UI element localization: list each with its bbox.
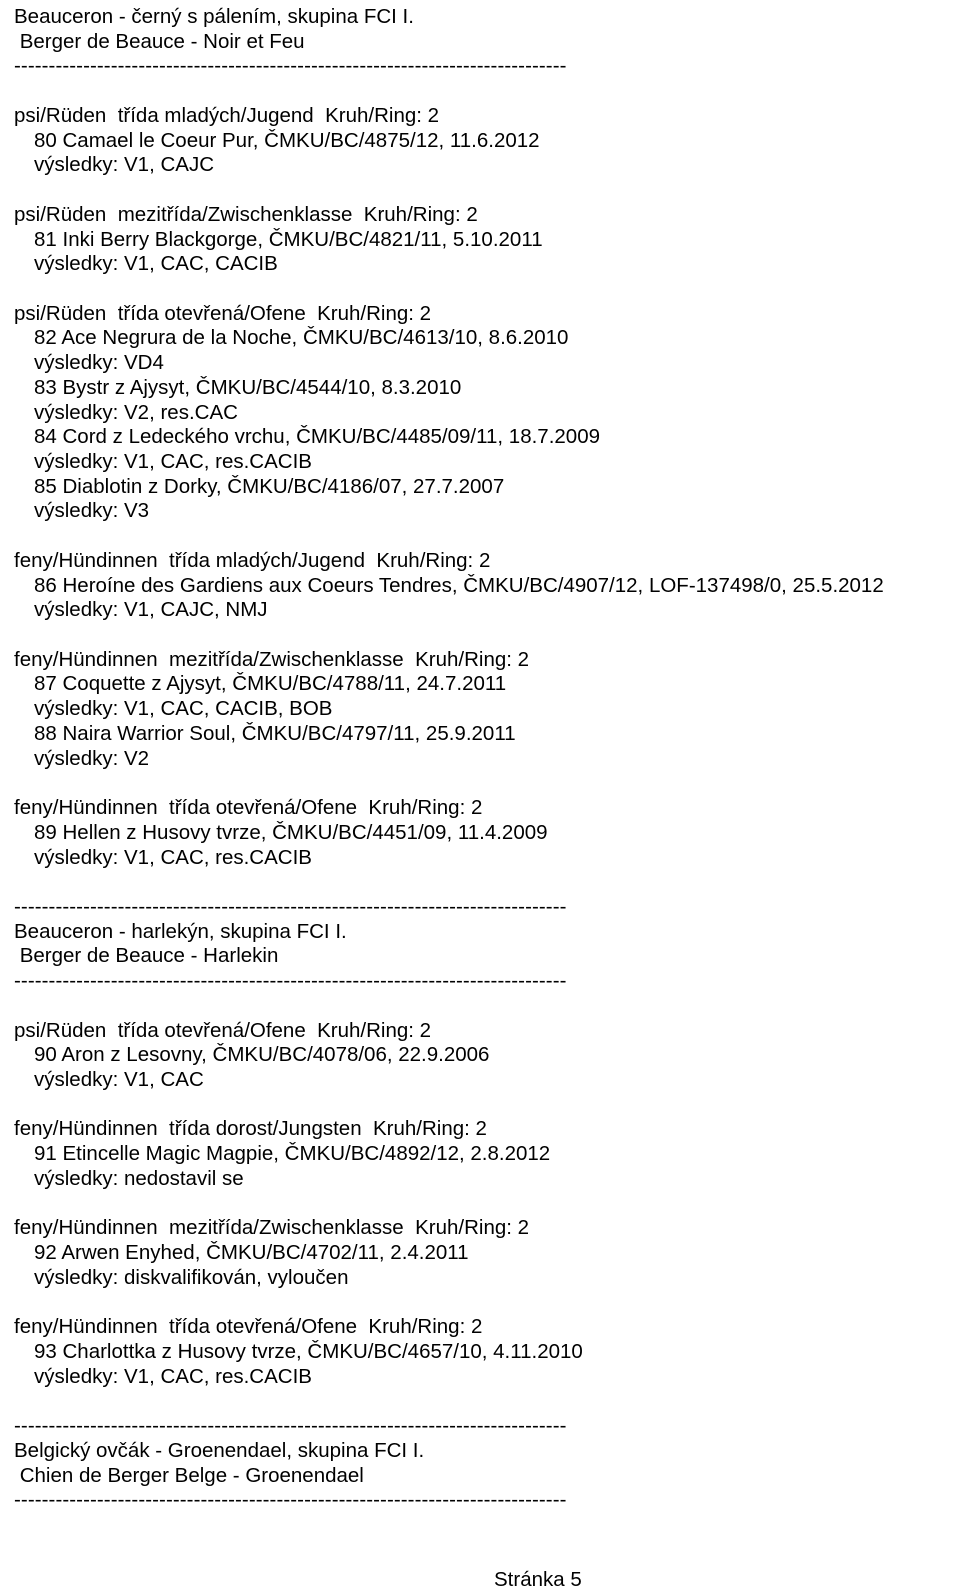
separator-line: -------------------------------------------------------------------------------- [14, 969, 567, 993]
dog-entry: 88 Naira Warrior Soul, ČMKU/BC/4797/11, 25.9.2011 [34, 721, 516, 745]
result-line: výsledky: V1, CAC, CACIB [34, 252, 278, 276]
class-header: psi/Rüden mezitřída/Zwischenklasse Kruh/Ring: 2 [14, 202, 478, 226]
result-line: výsledky: V2, res.CAC [34, 400, 238, 424]
dog-entry: 90 Aron z Lesovny, ČMKU/BC/4078/06, 22.9.2006 [34, 1043, 490, 1067]
result-line: výsledky: VD4 [34, 351, 164, 375]
separator-line: -------------------------------------------------------------------------------- [14, 54, 567, 78]
class-header: psi/Rüden třída otevřená/Ofene Kruh/Ring: 2 [14, 301, 432, 325]
result-line: výsledky: V1, CAJC [34, 153, 214, 177]
result-line: výsledky: V1, CAC [34, 1068, 204, 1091]
dog-entry: 89 Hellen z Husovy tvrze, ČMKU/BC/4451/09, 11.4.2009 [34, 820, 548, 844]
dog-entry: 87 Coquette z Ajysyt, ČMKU/BC/4788/11, 24.7.2011 [34, 672, 507, 696]
class-header: feny/Hündinnen mezitřída/Zwischenklasse Kruh/Ring: 2 [14, 1216, 530, 1240]
result-line: výsledky: nedostavil se [34, 1166, 244, 1190]
separator-line: -------------------------------------------------------------------------------- [14, 1488, 567, 1512]
separator-line: -------------------------------------------------------------------------------- [14, 1414, 567, 1437]
dog-entry: 85 Diablotin z Dorky, ČMKU/BC/4186/07, 27.7.2007 [34, 474, 505, 498]
class-header: feny/Hündinnen třída mladých/Jugend Kruh/Ring: 2 [14, 548, 491, 572]
dog-entry: 83 Bystr z Ajysyt, ČMKU/BC/4544/10, 8.3.2010 [34, 375, 462, 399]
page-number: Stránka 5 [494, 1568, 582, 1591]
breed-heading: Beauceron - harlekýn, skupina FCI I. [14, 919, 347, 943]
dog-entry: 91 Etincelle Magic Magpie, ČMKU/BC/4892/12, 2.8.2012 [34, 1142, 551, 1166]
breed-heading: Beauceron - černý s pálením, skupina FCI I. [14, 5, 414, 28]
class-header: psi/Rüden třída otevřená/Ofene Kruh/Ring: 2 [14, 1018, 432, 1042]
breed-heading: Berger de Beauce - Noir et Feu [14, 29, 305, 53]
breed-heading: Belgický ovčák - Groenendael, skupina FCI I. [14, 1438, 425, 1462]
class-header: feny/Hündinnen třída otevřená/Ofene Kruh/Ring: 2 [14, 1315, 483, 1339]
dog-entry: 93 Charlottka z Husovy tvrze, ČMKU/BC/4657/10, 4.11.2010 [34, 1339, 583, 1363]
result-line: výsledky: V3 [34, 499, 150, 523]
dog-entry: 92 Arwen Enyhed, ČMKU/BC/4702/11, 2.4.2011 [34, 1241, 469, 1264]
result-line: výsledky: V1, CAC, res.CACIB [34, 845, 312, 869]
result-line: výsledky: V1, CAC, res.CACIB [34, 450, 312, 473]
dog-entry: 84 Cord z Ledeckého vrchu, ČMKU/BC/4485/09/11, 18.7.2009 [34, 425, 600, 449]
result-line: výsledky: V1, CAC, res.CACIB [34, 1364, 312, 1388]
class-header: feny/Hündinnen mezitřída/Zwischenklasse Kruh/Ring: 2 [14, 647, 530, 671]
dog-entry: 80 Camael le Coeur Pur, ČMKU/BC/4875/12, 11.6.2012 [34, 128, 540, 152]
dog-entry: 86 Heroíne des Gardiens aux Coeurs Tendres, ČMKU/BC/4907/12, LOF-137498/0, 25.5.2012 [34, 573, 884, 597]
class-header: psi/Rüden třída mladých/Jugend Kruh/Ring: 2 [14, 103, 440, 127]
result-line: výsledky: V1, CAC, CACIB, BOB [34, 697, 333, 721]
result-line: výsledky: V1, CAJC, NMJ [34, 598, 268, 622]
dog-entry: 81 Inki Berry Blackgorge, ČMKU/BC/4821/11, 5.10.2011 [34, 227, 543, 251]
breed-heading: Berger de Beauce - Harlekin [14, 944, 279, 968]
result-line: výsledky: diskvalifikován, vyloučen [34, 1265, 349, 1289]
breed-heading: Chien de Berger Belge - Groenendael [14, 1463, 364, 1487]
result-line: výsledky: V2 [34, 746, 150, 770]
separator-line: -------------------------------------------------------------------------------- [14, 894, 567, 918]
dog-entry: 82 Ace Negrura de la Noche, ČMKU/BC/4613/10, 8.6.2010 [34, 326, 569, 350]
class-header: feny/Hündinnen třída dorost/Jungsten Kruh/Ring: 2 [14, 1117, 487, 1141]
class-header: feny/Hündinnen třída otevřená/Ofene Kruh/Ring: 2 [14, 796, 483, 819]
